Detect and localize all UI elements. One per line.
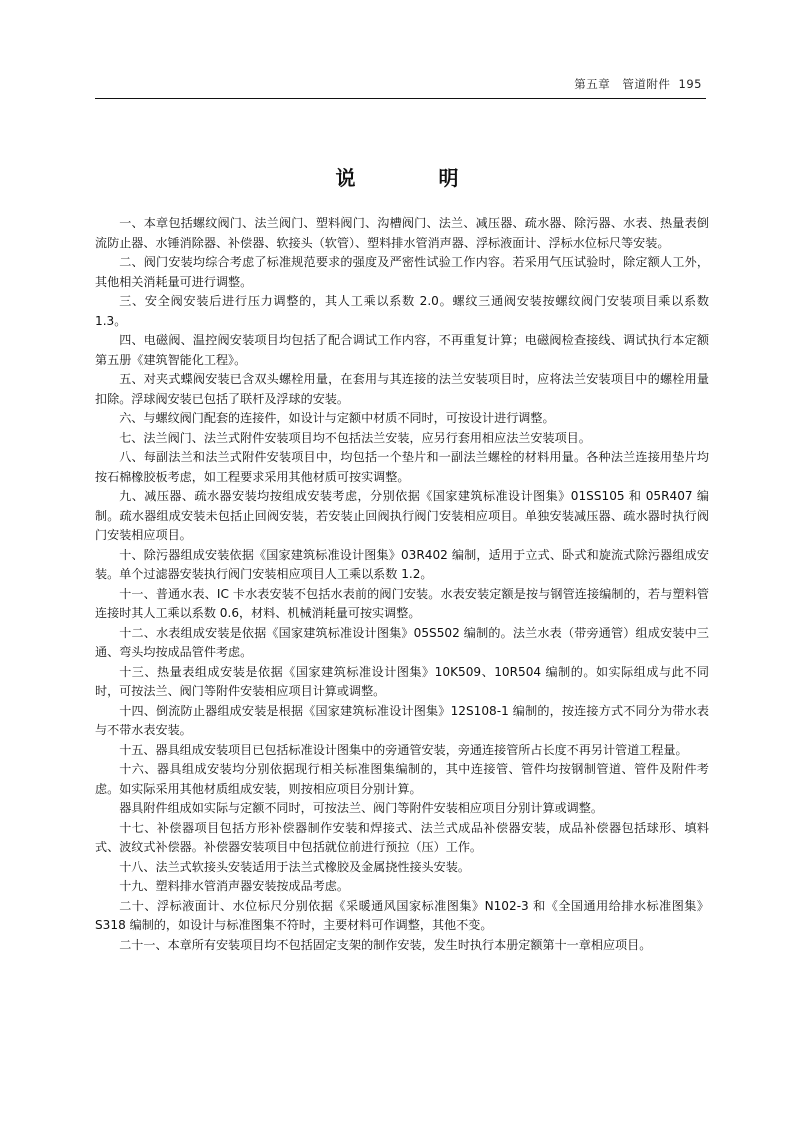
running-header (95, 76, 702, 94)
paragraph: 九、减压器、疏水器安装均按组成安装考虑，分别依据《国家建筑标准设计图集》01SS105 和 05R407 编制。疏水器组成安装未包括止回阀安装，若安装止回阀执行阀门安装相应项目。单独安装减压器、疏水器时执行阀门安装相应项目。 (95, 489, 709, 542)
paragraph: 二十一、本章所有安装项目均不包括固定支架的制作安装，发生时执行本册定额第十一章相应项目。 (119, 937, 652, 952)
paragraph: 十六、器具组成安装均分别依据现行相关标准图集编制的，其中连接管、管件均按钢制管道、管件及附件考虑。如实际采用其他材质组成安装，则按相应项目分别计算。 (95, 762, 709, 796)
header-rule (95, 98, 706, 99)
paragraph: 十四、倒流防止器组成安装是根据《国家建筑标准设计图集》12S108-1 编制的，按连接方式不同分为带水表与不带水表安装。 (95, 703, 709, 737)
section-label: 管道附件 (622, 77, 671, 91)
chapter-label: 第五章 (574, 77, 611, 91)
paragraph: 二、阀门安装均综合考虑了标准规范要求的强度及严密性试验工作内容。若采用气压试验时，除定额人工外，其他相关消耗量可进行调整。 (95, 255, 709, 289)
paragraph: 七、法兰阀门、法兰式附件安装项目均不包括法兰安装，应另行套用相应法兰安装项目。 (119, 430, 591, 445)
paragraph: 十三、热量表组成安装是依据《国家建筑标准设计图集》10K509、10R504 编制的。如实际组成与此不同时，可按法兰、阀门等附件安装相应项目计算或调整。 (95, 664, 709, 698)
paragraph: 六、与螺纹阀门配套的连接件，如设计与定额中材质不同时，可按设计进行调整。 (119, 411, 555, 425)
paragraph: 十、除污器组成安装依据《国家建筑标准设计图集》03R402 编制，适用于立式、卧式和旋流式除污器组成安装。单个过滤器安装执行阀门安装相应项目人工乘以系数 1.2。 (95, 547, 709, 581)
page-title: 说 明 (335, 166, 497, 190)
paragraph: 一、本章包括螺纹阀门、法兰阀门、塑料阀门、沟槽阀门、法兰、减压器、疏水器、除污器、水表、热量表倒流防止器、水锤消除器、补偿器、软接头（软管）、塑料排水管消声器、浮标液面计、浮标水位标尺等安装。 (95, 216, 709, 250)
paragraph: 四、电磁阀、温控阀安装项目均包括了配合调试工作内容，不再重复计算；电磁阀检查接线、调试执行本定额第五册《建筑智能化工程》。 (95, 333, 709, 367)
body-text (95, 214, 709, 955)
paragraph: 十七、补偿器项目包括方形补偿器制作安装和焊接式、法兰式成品补偿器安装，成品补偿器包括球形、填料式、波纹式补偿器。补偿器安装项目中包括就位前进行预拉（压）工作。 (95, 820, 709, 854)
paragraph: 二十、浮标液面计、水位标尺分别依据《采暖通风国家标准图集》N102-3 和《全国通用给排水标准图集》S318 编制的，如设计与标准图集不符时，主要材料可作调整，其他不变。 (95, 898, 709, 932)
paragraph: 十八、法兰式软接头安装适用于法兰式橡胶及金属挠性接头安装。 (119, 859, 470, 874)
paragraph: 三、安全阀安装后进行压力调整的，其人工乘以系数 2.0。螺纹三通阀安装按螺纹阀门安装项目乘以系数 1.3。 (95, 294, 709, 328)
paragraph: 十一、普通水表、IC 卡水表安装不包括水表前的阀门安装。水表安装定额是按与钢管连接编制的，若与塑料管连接时其人工乘以系数 0.6，材料、机械消耗量可按实调整。 (95, 586, 709, 620)
paragraph: 八、每副法兰和法兰式附件安装项目中，均包括一个垫片和一副法兰螺栓的材料用量。各种法兰连接用垫片均按石棉橡胶板考虑，如工程要求采用其他材质可按实调整。 (95, 450, 709, 484)
paragraph: 十九、塑料排水管消声器安装按成品考虑。 (119, 879, 349, 893)
paragraph: 五、对夹式蝶阀安装已含双头螺栓用量，在套用与其连接的法兰安装项目时，应将法兰安装项目中的螺栓用量扣除。浮球阀安装已包括了联杆及浮球的安装。 (95, 372, 709, 406)
paragraph: 器具附件组成如实际与定额不同时，可按法兰、阀门等附件安装相应项目分别计算或调整。 (119, 801, 603, 815)
page-number: 195 (678, 77, 702, 91)
paragraph: 十五、器具组成安装项目已包括标准设计图集中的旁通管安装，旁通连接管所占长度不再另计管道工程量。 (119, 742, 688, 757)
paragraph: 十二、水表组成安装是依据《国家建筑标准设计图集》05S502 编制的。法兰水表（带旁通管）组成安装中三通、弯头均按成品管件考虑。 (95, 625, 709, 659)
